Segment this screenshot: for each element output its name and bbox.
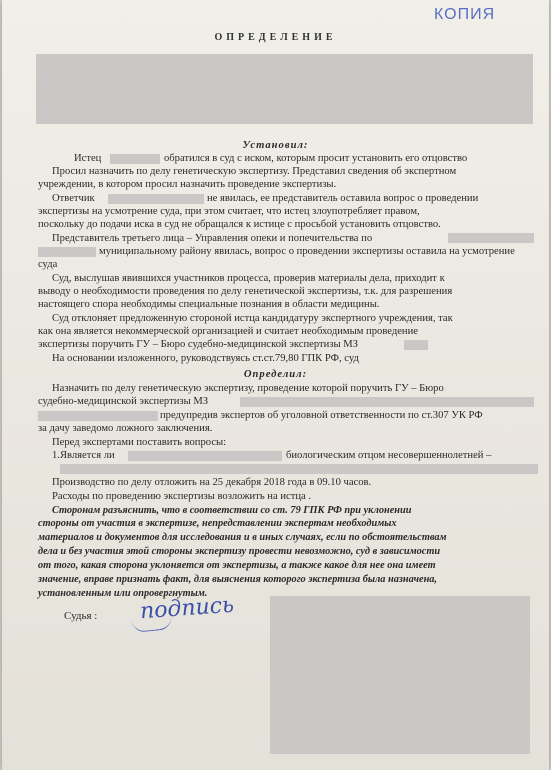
determination-line: биологическим отцом несовершеннолетней – [286, 450, 492, 461]
determination-line: Производство по делу отложить на 25 декабря 2018 года в 09.10 часов. [52, 477, 372, 488]
body-line: экспертизы на усмотрение суда, при этом считает, что истец злоупотребляет правом, [38, 206, 420, 217]
redacted-header-block [36, 54, 533, 124]
body-line: Представитель третьего лица – Управления опеки и попечительства по [52, 233, 373, 244]
redacted-name [38, 247, 96, 257]
redacted-name [38, 411, 158, 421]
explanation-line: Сторонам разъяснить, что в соответствии со ст. 79 ГПК РФ при уклонении [52, 505, 412, 516]
redacted-name [404, 340, 428, 350]
determination-line: Назначить по делу генетическую экспертизу, проведение которой поручить ГУ – Бюро [52, 383, 444, 394]
body-line: суда [38, 259, 58, 270]
redacted-name [110, 154, 160, 164]
body-line: обратился в суд с иском, которым просит установить его отцовство [164, 153, 468, 164]
body-line: поскольку до подачи иска в суд не обращался к истице с просьбой установить отцовство. [38, 219, 441, 230]
determination-line: предупредив экспертов об уголовной ответственности по ст.307 УК РФ [160, 410, 483, 421]
explanation-line: дела и без участия этой стороны экспертизу провести невозможно, суд в зависимости [38, 546, 441, 557]
determination-line: Перед экспертами поставить вопросы: [52, 437, 227, 448]
body-line: учреждении, в котором просил назначить проведение экспертизы. [38, 179, 337, 190]
judge-label: Судья : [64, 610, 98, 622]
body-line: экспертизы поручить ГУ – Бюро судебно-медицинской экспертизы МЗ [38, 339, 358, 350]
determined-heading: Определил: [243, 369, 308, 380]
determination-line: судебно-медицинской экспертизы МЗ [38, 396, 209, 407]
redacted-judge-name [270, 596, 530, 754]
body-line: выводу о необходимости проведения по делу генетической экспертизы, т.к. для разрешения [38, 286, 453, 297]
determination-line: Расходы по проведению экспертизы возложить на истца . [52, 491, 311, 502]
explanation-line: значение, вправе признать факт, для выяснения которого экспертиза была назначена, [38, 574, 438, 585]
document-title: ОПРЕДЕЛЕНИЕ [214, 32, 337, 43]
body-line: На основании изложенного, руководствуясь ст.ст.79,80 ГПК РФ, суд [52, 353, 359, 364]
copy-stamp: КОПИЯ [434, 6, 496, 23]
body-line: Просил назначить по делу генетическую экспертизу. Представил сведения об экспертном [52, 166, 457, 177]
signature-flourish [131, 616, 172, 633]
body-line: не явилась, ее представитель оставила вопрос о проведении [207, 193, 479, 204]
redacted-name [128, 451, 282, 461]
redacted-name [240, 397, 534, 407]
determination-line: за дачу заведомо ложного заключения. [38, 423, 213, 434]
body-line: Суд отклоняет предложенную стороной истца кандидатуру экспертного учреждения, так [52, 313, 453, 324]
body-line: как она является некоммерческой организацией и считает необходимым проведение [38, 326, 418, 337]
judge-signature: подпись [139, 592, 235, 625]
body-line: Суд, выслушав явившихся участников процесса, проверив материалы дела, приходит к [52, 273, 445, 284]
explanation-line: стороны от участия в экспертизе, непредставлении экспертам необходимых [38, 518, 397, 529]
redacted-name [448, 233, 534, 243]
explanation-line: материалов и документов для исследования и в иных случаях, если по обстоятельствам [38, 532, 447, 543]
established-heading: Установил: [242, 140, 309, 151]
determination-line: 1.Является ли [52, 450, 115, 461]
body-line: настоящего спора необходимы специальные познания в области медицины. [38, 299, 380, 310]
document-page [2, 0, 549, 770]
redacted-name [60, 464, 538, 474]
body-line: Ответчик [52, 193, 95, 204]
explanation-line: от того, какая сторона уклоняется от экспертизы, а также какое для нее она имеет [38, 560, 436, 571]
body-line: муниципальному району явилась, вопрос о проведении экспертизы оставила на усмотрение [99, 246, 515, 257]
redacted-name [108, 194, 204, 204]
body-line: Истец [74, 153, 102, 164]
explanation-line: установленным или опровергнутым. [38, 588, 208, 599]
